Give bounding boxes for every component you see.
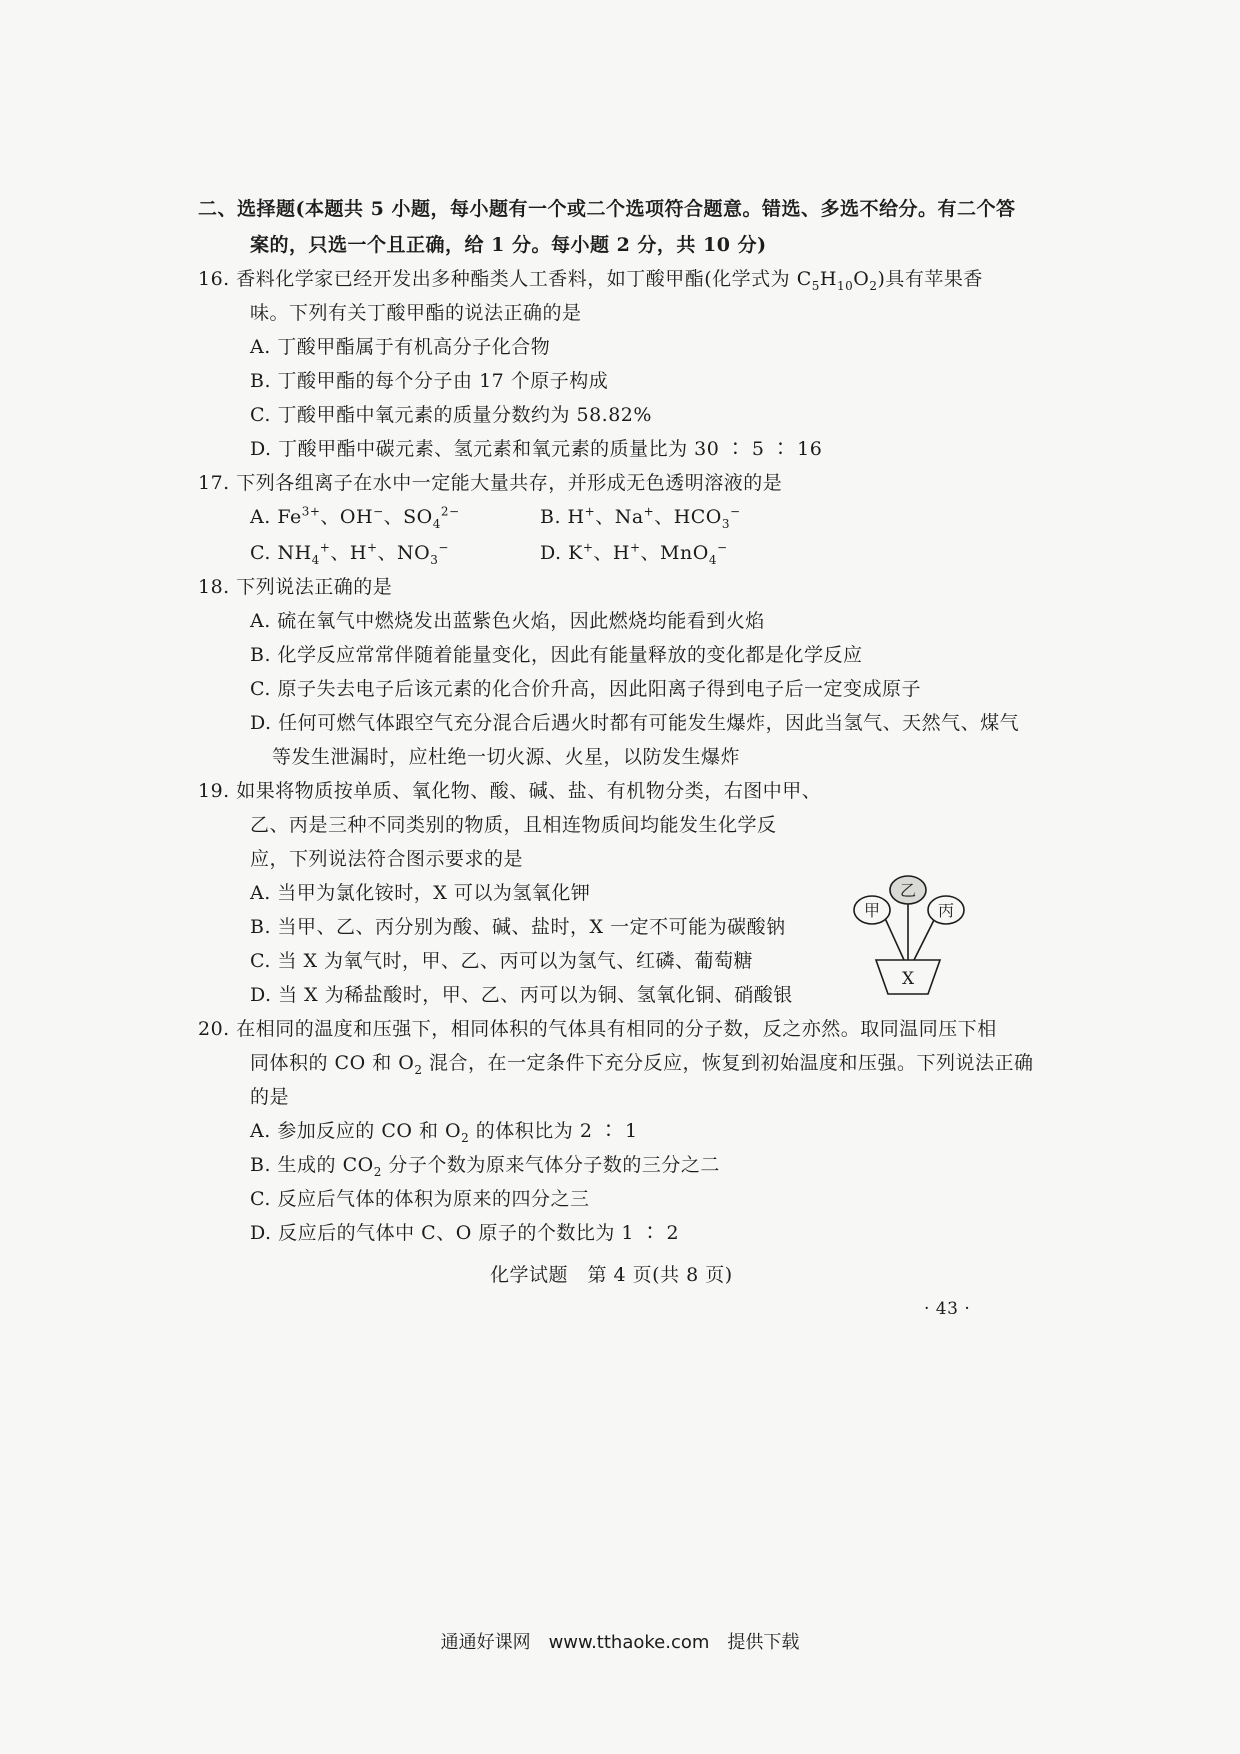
q18-option-a: A. 硫在氧气中燃烧发出蓝紫色火焰，因此燃烧均能看到火焰 bbox=[250, 610, 765, 632]
q19-option-d: D. 当 X 为稀盐酸时，甲、乙、丙可以为铜、氢氧化铜、硝酸银 bbox=[250, 984, 793, 1006]
q16-option-d: D. 丁酸甲酯中碳元素、氢元素和氧元素的质量比为 30 ∶ 5 ∶ 16 bbox=[250, 438, 823, 460]
stem-left bbox=[884, 916, 904, 960]
q18-option-c: C. 原子失去电子后该元素的化合价升高，因此阳离子得到电子后一定变成原子 bbox=[250, 678, 921, 700]
q20-option-c: C. 反应后气体的体积为原来的四分之三 bbox=[250, 1188, 590, 1210]
q20-stem-line1: 20. 在相同的温度和压强下，相同体积的气体具有相同的分子数，反之亦然。取同温同压下相 bbox=[198, 1018, 997, 1040]
q18-option-d-line2: 等发生泄漏时，应杜绝一切火源、火星，以防发生爆炸 bbox=[272, 746, 741, 768]
page-info: 化学试题 第 4 页(共 8 页) bbox=[490, 1264, 733, 1286]
q18-option-d-line1: D. 任何可燃气体跟空气充分混合后遇火时都有可能发生爆炸，因此当氢气、天然气、煤气 bbox=[250, 712, 1020, 734]
q16-option-b: B. 丁酸甲酯的每个分子由 17 个原子构成 bbox=[250, 370, 609, 392]
q20-stem-line3: 的是 bbox=[250, 1086, 290, 1108]
flowerpot-diagram bbox=[848, 868, 968, 998]
download-notice: 通通好课网 www.tthaoke.com 提供下载 bbox=[440, 1632, 800, 1653]
q20-option-b: B. 生成的 $CO_2$ 分子个数为原来气体分子数的三分之二 bbox=[250, 1154, 720, 1179]
q18-stem: 18. 下列说法正确的是 bbox=[198, 576, 393, 598]
node-middle-label: 乙 bbox=[899, 881, 917, 900]
section-title-line2: 案的，只选一个且正确，给 1 分。每小题 2 分，共 10 分) bbox=[250, 234, 767, 256]
q19-option-b: B. 当甲、乙、丙分别为酸、碱、盐时，X 一定不可能为碳酸钠 bbox=[250, 916, 786, 938]
q16-stem-line1: 16. 香料化学家已经开发出多种酯类人工香料，如丁酸甲酯(化学式为 $C_5H_{10}O_2$)具有苹果香 bbox=[198, 268, 983, 293]
q16-option-c: C. 丁酸甲酯中氧元素的质量分数约为 58.82% bbox=[250, 404, 652, 426]
stem-right bbox=[914, 916, 936, 960]
section-title-line1: 二、选择题(本题共 5 小题，每小题有一个或二个选项符合题意。错选、多选不给分。有二个答 bbox=[198, 198, 1016, 220]
q19-stem-line3: 应，下列说法符合图示要求的是 bbox=[250, 848, 524, 870]
q19-stem-line1: 19. 如果将物质按单质、氧化物、酸、碱、盐、有机物分类，右图中甲、 bbox=[198, 780, 822, 802]
pot-label: X bbox=[901, 969, 915, 989]
q17-option-d: D. K+、H+、MnO$_4$− bbox=[540, 540, 728, 567]
q19-option-a: A. 当甲为氯化铵时，X 可以为氢氧化钾 bbox=[250, 882, 591, 904]
q17-option-b: B. H+、Na+、$HCO_3^-$ bbox=[540, 504, 741, 531]
q20-stem-line2: 同体积的 CO 和 $O_2$ 混合，在一定条件下充分反应，恢复到初始温度和压强。下列说法正确 bbox=[250, 1052, 1034, 1077]
q16-option-a: A. 丁酸甲酯属于有机高分子化合物 bbox=[250, 336, 551, 358]
q20-option-d: D. 反应后的气体中 C、O 原子的个数比为 1 ∶ 2 bbox=[250, 1222, 680, 1244]
q17-option-c: C. $NH_4^+$、H+、$NO_3^-$ bbox=[250, 540, 449, 567]
q16-stem-line2: 味。下列有关丁酸甲酯的说法正确的是 bbox=[250, 302, 582, 324]
q20-option-a: A. 参加反应的 CO 和 $O_2$ 的体积比为 2 ∶ 1 bbox=[250, 1120, 638, 1145]
node-right-label: 丙 bbox=[937, 901, 955, 920]
q19-option-c: C. 当 X 为氧气时，甲、乙、丙可以为氢气、红磷、葡萄糖 bbox=[250, 950, 754, 972]
q19-stem-line2: 乙、丙是三种不同类别的物质，且相连物质间均能发生化学反 bbox=[250, 814, 777, 836]
node-left-label: 甲 bbox=[863, 901, 881, 920]
q18-option-b: B. 化学反应常常伴随着能量变化，因此有能量释放的变化都是化学反应 bbox=[250, 644, 863, 666]
page-number: · 43 · bbox=[924, 1299, 971, 1319]
q17-stem: 17. 下列各组离子在水中一定能大量共存，并形成无色透明溶液的是 bbox=[198, 472, 783, 494]
q17-option-a: A. $Fe^{3+}$、OH−、$SO_4^{2-}$ bbox=[250, 504, 460, 531]
